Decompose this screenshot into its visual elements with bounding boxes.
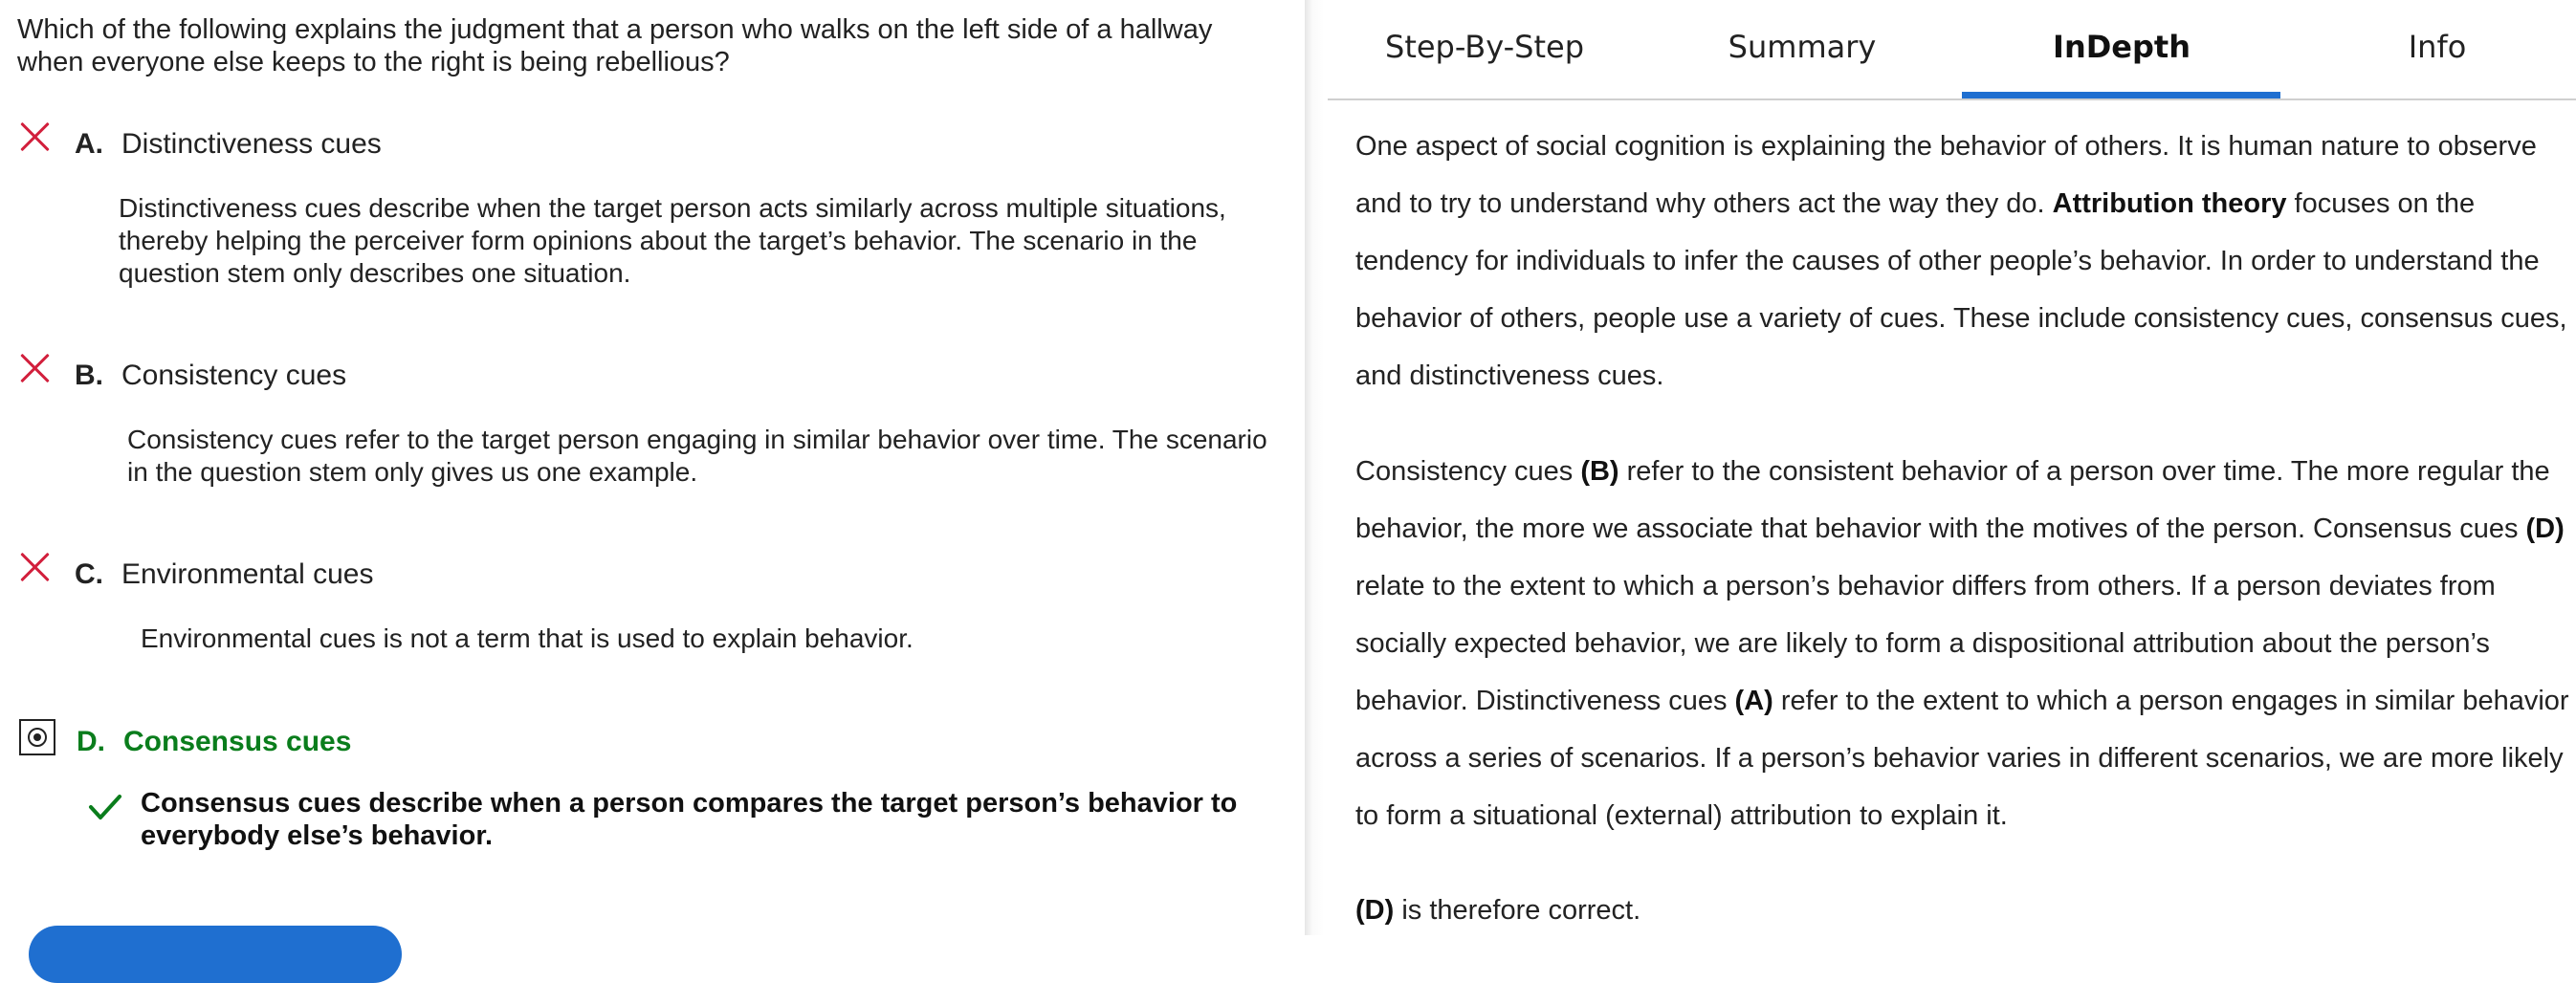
- question-stem: Which of the following explains the judgment that a person who walks on the left side of a hallway when everyone else keeps to the right is being rebellious?: [17, 14, 1213, 77]
- indepth-paragraph-3: (D) is therefore correct.: [1355, 895, 1641, 926]
- bottom-action-button[interactable]: [29, 926, 402, 983]
- tab-step-by-step[interactable]: Step-By-Step: [1385, 29, 1584, 65]
- option-a-explanation: Distinctiveness cues describe when the target person acts similarly across multiple situations, thereby helping the perceiver form opinions about the target’s behavior. The scenario in the question stem only describes one situation.: [119, 193, 1226, 288]
- option-a-letter: A.: [75, 128, 103, 160]
- option-d-text[interactable]: Consensus cues: [123, 726, 352, 757]
- active-tab-indicator: [1962, 92, 2280, 98]
- indepth-paragraph-2: Consistency cues (B) refer to the consistent behavior of a person over time. The more regular the behavior, the more we associate that behavior with the motives of the person. Consensus cues (D) relate to the extent to which a person’s behavior differs from others. If a person deviates from socially expected behavior, we are likely to form a dispositional attribution about the person’s behavior. Distinctiveness cues (A) refer to the extent to which a person engages in similar behavior across a series of scenarios. If a person’s behavior varies in different scenarios, we are more likely to form a situational (external) attribution to explain it.: [1355, 456, 2569, 831]
- option-b-explanation: Consistency cues refer to the target person engaging in similar behavior over time. The scenario in the question stem only gives us one example.: [127, 425, 1267, 487]
- checkmark-icon: [88, 792, 122, 822]
- option-b-letter: B.: [75, 360, 103, 391]
- option-d-letter: D.: [77, 726, 105, 757]
- incorrect-x-icon: [19, 551, 52, 583]
- option-c-text[interactable]: Environmental cues: [121, 558, 374, 590]
- radio-selected-icon[interactable]: [19, 719, 55, 755]
- indepth-paragraph-1: One aspect of social cognition is explaining the behavior of others. It is human nature to observe and to try to understand why others act the way they do. Attribution theory focuses on the tendency for individuals to infer the causes of other people’s behavior. In order to understand the behavior of others, people use a variety of cues. These include consistency cues, consensus cues, and distinctiveness cues.: [1355, 131, 2567, 391]
- option-a-text[interactable]: Distinctiveness cues: [121, 128, 382, 160]
- tab-summary[interactable]: Summary: [1728, 29, 1877, 65]
- tab-indepth[interactable]: InDepth: [2053, 29, 2191, 65]
- option-c-letter: C.: [75, 558, 103, 590]
- panel-divider: [1305, 0, 1324, 935]
- tabs-divider: [1328, 98, 2576, 100]
- option-c-explanation: Environmental cues is not a term that is used to explain behavior.: [141, 623, 914, 653]
- incorrect-x-icon: [19, 352, 52, 384]
- option-b-text[interactable]: Consistency cues: [121, 360, 347, 391]
- incorrect-x-icon: [19, 120, 52, 153]
- option-d-explanation: Consensus cues describe when a person compares the target person’s behavior to everybody else’s behavior.: [141, 788, 1238, 851]
- tab-info[interactable]: Info: [2408, 29, 2467, 65]
